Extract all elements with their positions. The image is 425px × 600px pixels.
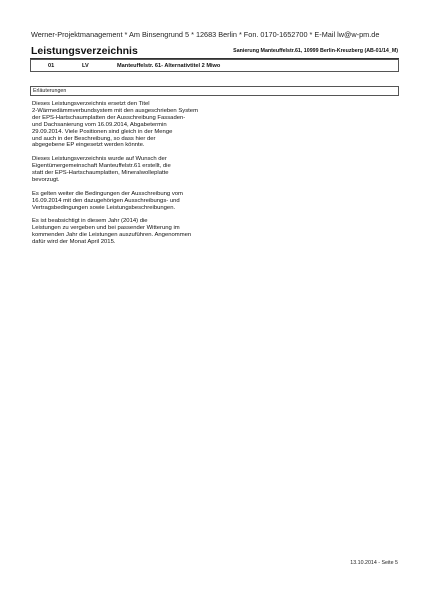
company-header-line: Werner-Projektmanagement * Am Binsengrund 5 * 12683 Berlin * Fon. 0170-1652700 * E-Mail lw@w-pm.de bbox=[31, 30, 380, 39]
paragraph: Es gelten weiter die Bedingungen der Ausschreibung vom 16.09.2014 mit den dazugehörigen Ausschreibungs- und Vertragsbedingungen sowie Leistungsbeschreibungen. bbox=[32, 190, 183, 211]
paragraph: Dieses Leistungsverzeichnis ersetzt den Titel 2-Wärmedämmverbundsystem mit den ausgeschrieben System der EPS-Hartschaumplatten der Ausschreibung Fassaden- und Dachsanierung vom 16.09.2014, Abgabetermin 29.09.2014. Viele Positionen sind gleich in der Menge und auch in der Beschreibung, so dass hier der abgegebene EP eingesetzt werden könnte. bbox=[32, 101, 198, 149]
section-label: Erläuterungen bbox=[33, 88, 67, 94]
project-reference: Sanierung Manteuffelstr.61, 10999 Berlin-Kreuzberg (AB-01/14_M) bbox=[233, 48, 398, 54]
paragraph: Es ist beabsichtigt in diesem Jahr (2014) die Leistungen zu vergeben und bei passender Witterung im kommenden Jahr die Leistungen auszuführen. Angenommen dafür wird der Monat April 2015. bbox=[32, 218, 192, 246]
position-name: Manteuffelstr. 61- Alternativtitel 2 Miwo bbox=[117, 63, 221, 69]
position-number: 01 bbox=[48, 63, 55, 69]
position-row bbox=[30, 59, 399, 72]
page-footer: 13.10.2014 - Seite 5 bbox=[350, 560, 398, 566]
explanation-text bbox=[32, 101, 292, 253]
page-title: Leistungsverzeichnis bbox=[31, 45, 138, 57]
paragraph: Dieses Leistungsverzeichnis wurde auf Wunsch der Eigentümergemeinschaft Manteuffelstr.61 erstellt, die statt der EPS-Hartschaumplatten, Mineralwolleplatte bevorzugt. bbox=[32, 156, 171, 183]
position-type: LV bbox=[82, 63, 89, 69]
section-header-box bbox=[30, 86, 399, 96]
